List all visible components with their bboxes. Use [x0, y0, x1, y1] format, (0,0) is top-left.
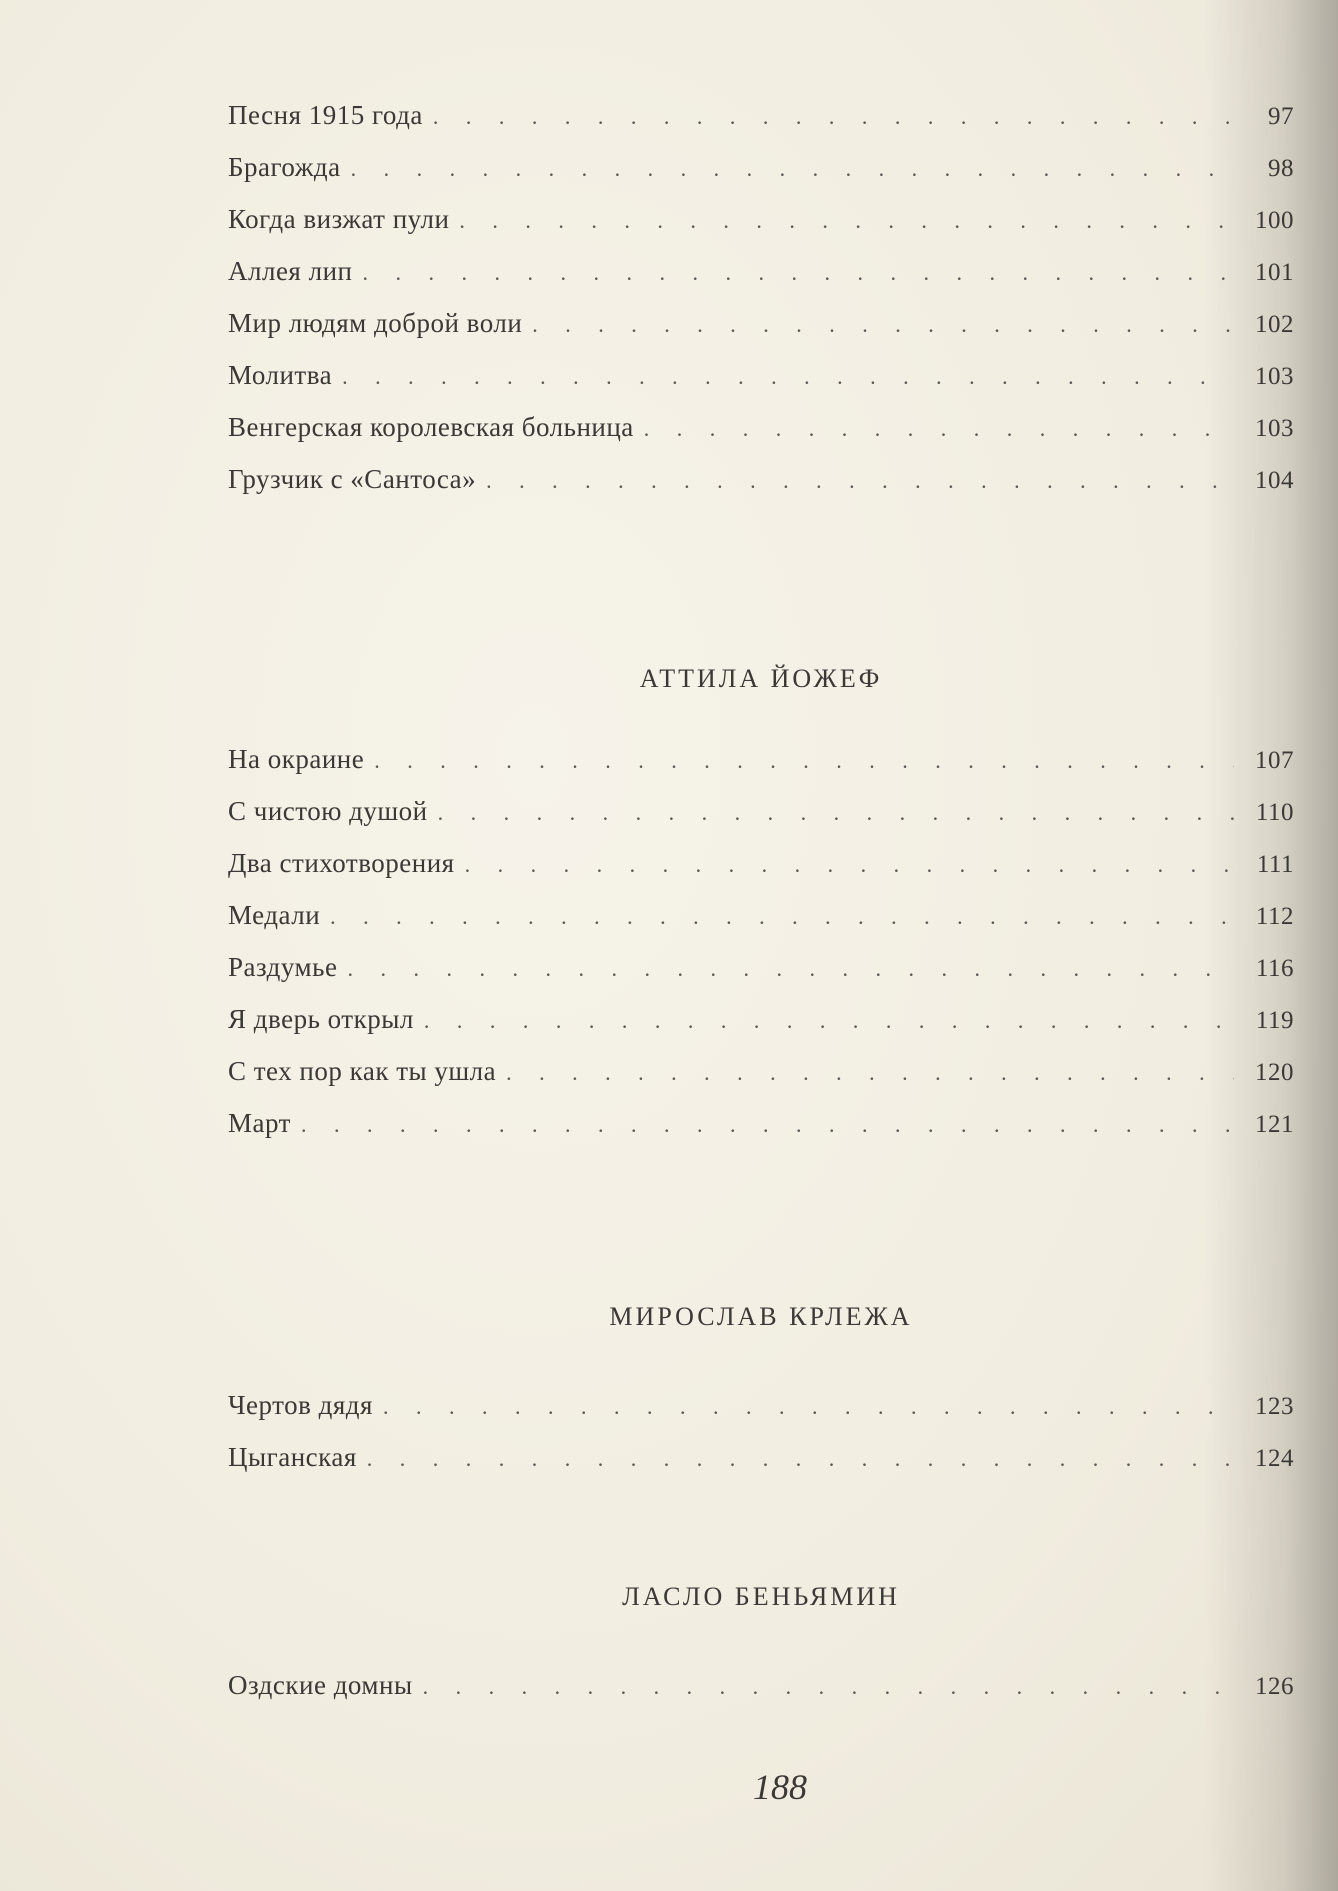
toc-dot-leader	[374, 748, 1234, 774]
toc-entry-page: 103	[1255, 415, 1294, 442]
toc-entry	[228, 796, 1294, 836]
toc-entry-page: 103	[1255, 363, 1294, 390]
toc-entry-title: С тех пор как ты ушла	[228, 1056, 497, 1086]
toc-dot-leader	[532, 312, 1234, 338]
toc-entry-title: Мир людям доброй воли	[228, 308, 523, 338]
toc-entry-page: 112	[1255, 903, 1294, 930]
toc-entry-title: Песня 1915 года	[228, 100, 423, 130]
toc-dot-leader	[330, 904, 1234, 930]
toc-entry	[228, 360, 1294, 400]
toc-entry-page: 126	[1255, 1673, 1294, 1700]
toc-dot-leader	[351, 156, 1234, 182]
toc-entry-title: Молитва	[228, 360, 333, 390]
toc-entry-title: Два стихотворения	[228, 848, 455, 878]
toc-entry-title: Брагожда	[228, 152, 341, 182]
toc-entry-title: Я дверь открыл	[228, 1004, 414, 1034]
toc-dot-leader	[486, 468, 1234, 494]
toc-entry-title: С чистою душой	[228, 796, 428, 826]
toc-entry	[228, 1442, 1294, 1482]
toc-entry	[228, 100, 1294, 140]
toc-entry-page: 124	[1255, 1445, 1294, 1472]
toc-entry-title: Оздские домны	[228, 1670, 413, 1700]
toc-entry-title: Аллея лип	[228, 256, 353, 286]
toc-entry-page: 119	[1255, 1007, 1294, 1034]
toc-entry-title: Когда визжат пули	[228, 204, 450, 234]
toc-dot-leader	[424, 1008, 1234, 1034]
toc-entry-page: 111	[1256, 851, 1294, 878]
toc-entry-page: 123	[1255, 1393, 1294, 1420]
toc-entry-title: На окраине	[228, 744, 365, 774]
toc-entry-title: Раздумье	[228, 952, 338, 982]
toc-dot-leader	[362, 260, 1234, 286]
toc-entry-page: 98	[1268, 155, 1294, 182]
toc-entry-page: 104	[1255, 467, 1294, 494]
toc-entry-title: Чертов дядя	[228, 1390, 373, 1420]
toc-entry-page: 97	[1268, 103, 1294, 130]
toc-entry	[228, 952, 1294, 992]
toc-dot-leader	[433, 104, 1234, 130]
section-heading: ЛАСЛО БЕНЬЯМИН	[622, 1582, 900, 1611]
toc-dot-leader	[301, 1112, 1234, 1138]
toc-entry-page: 100	[1255, 207, 1294, 234]
toc-entry-page: 102	[1255, 311, 1294, 338]
toc-entry-title: Грузчик с «Сантоса»	[228, 464, 477, 494]
toc-entry	[228, 412, 1294, 452]
toc-entry	[228, 464, 1294, 504]
toc-entry-page: 121	[1255, 1111, 1294, 1138]
toc-dot-leader	[506, 1060, 1234, 1086]
section-heading: МИРОСЛАВ КРЛЕЖА	[609, 1302, 913, 1331]
toc-entry	[228, 1108, 1294, 1148]
page-number: 188	[753, 1767, 807, 1807]
toc-dot-leader	[367, 1446, 1234, 1472]
section-heading: АТТИЛА ЙОЖЕФ	[639, 664, 883, 693]
toc-entry-page: 110	[1255, 799, 1294, 826]
toc-entry	[228, 1004, 1294, 1044]
toc-dot-leader	[383, 1394, 1234, 1420]
toc-dot-leader	[347, 956, 1234, 982]
toc-dot-leader	[465, 852, 1234, 878]
toc-entry	[228, 900, 1294, 940]
toc-dot-leader	[459, 208, 1234, 234]
toc-dot-leader	[423, 1674, 1234, 1700]
toc-entry-page: 120	[1255, 1059, 1294, 1086]
toc-entry	[228, 1670, 1294, 1710]
toc-entry	[228, 152, 1294, 192]
toc-entry-title: Март	[228, 1108, 291, 1138]
toc-dot-leader	[644, 416, 1234, 442]
toc-entry-page: 107	[1255, 747, 1294, 774]
toc-dot-leader	[438, 800, 1234, 826]
toc-entry	[228, 204, 1294, 244]
toc-entry	[228, 848, 1294, 888]
toc-entry	[228, 1056, 1294, 1096]
toc-entry-title: Медали	[228, 900, 321, 930]
toc-dot-leader	[342, 364, 1234, 390]
toc-entry	[228, 308, 1294, 348]
toc-entry-page: 101	[1255, 259, 1294, 286]
toc-entry-title: Венгерская королевская больница	[228, 412, 634, 442]
toc-entry	[228, 1390, 1294, 1430]
toc-entry-title: Цыганская	[228, 1442, 357, 1472]
toc-entry	[228, 256, 1294, 296]
toc-entry	[228, 744, 1294, 784]
toc-entry-page: 116	[1255, 955, 1294, 982]
